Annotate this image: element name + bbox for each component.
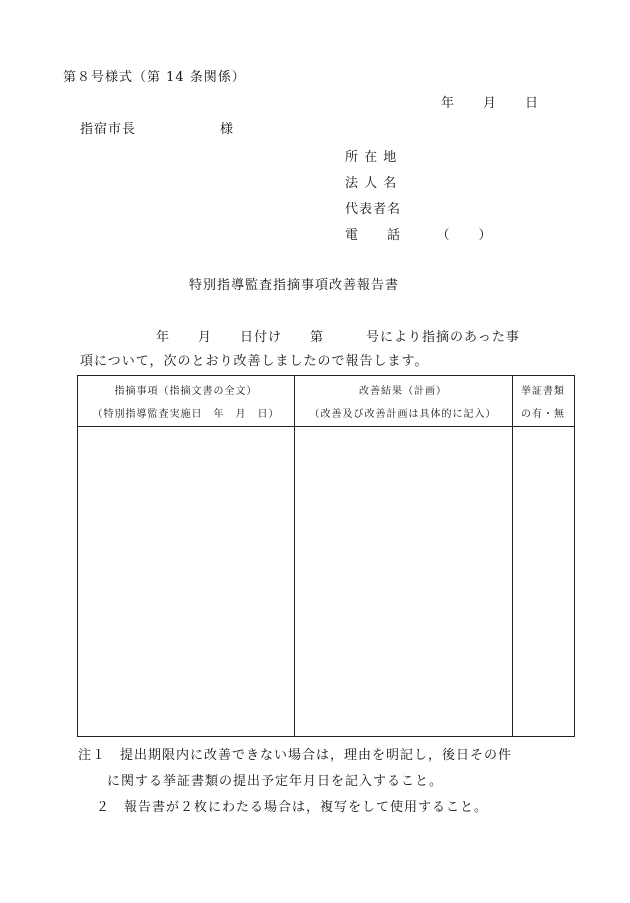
form-number: 第８号様式（第 14 条関係） [63, 70, 246, 85]
representative-label: 代表者名 [345, 202, 402, 217]
intro-line-2: 項について，次のとおり改善しましたので報告します。 [80, 354, 429, 369]
report-table [77, 375, 575, 737]
intro-line-1: 年 月 日付け 第 号により指摘のあった事 [156, 330, 520, 345]
header-evidence [512, 376, 574, 426]
result-input-cell[interactable] [295, 427, 511, 735]
header-result [294, 376, 512, 426]
finding-input-cell[interactable] [79, 427, 293, 735]
header-finding-date: （特別指導監査実施日 年 月 日） [92, 409, 280, 420]
address-label: 所 在 地 [345, 150, 398, 165]
note-1-line-2: に関する挙証書類の提出予定年月日を記入すること。 [107, 774, 444, 789]
header-result-title: 改善結果（計画） [359, 386, 447, 397]
note-2: ２ 報告書が２枚にわたる場合は，複写をして使用すること。 [96, 800, 489, 815]
evidence-input-cell[interactable] [513, 427, 573, 735]
date-line: 年 月 日 [441, 96, 540, 111]
document-title: 特別指導監査指摘事項改善報告書 [189, 278, 400, 293]
header-result-note: （改善及び改善計画は具体的に記入） [309, 409, 497, 420]
addressee: 指宿市長 様 [80, 122, 235, 137]
phone-label: 電 話 （ ） [345, 228, 493, 243]
header-finding [78, 376, 294, 426]
header-evidence-title: 挙証書類 [521, 386, 565, 397]
header-evidence-yesno: の有・無 [521, 409, 565, 420]
header-finding-title: 指摘事項（指摘文書の全文） [114, 386, 258, 397]
note-1-line-1: 注１ 提出期限内に改善できない場合は，理由を明記し，後日その件 [78, 748, 513, 763]
corporation-name-label: 法 人 名 [345, 176, 398, 191]
